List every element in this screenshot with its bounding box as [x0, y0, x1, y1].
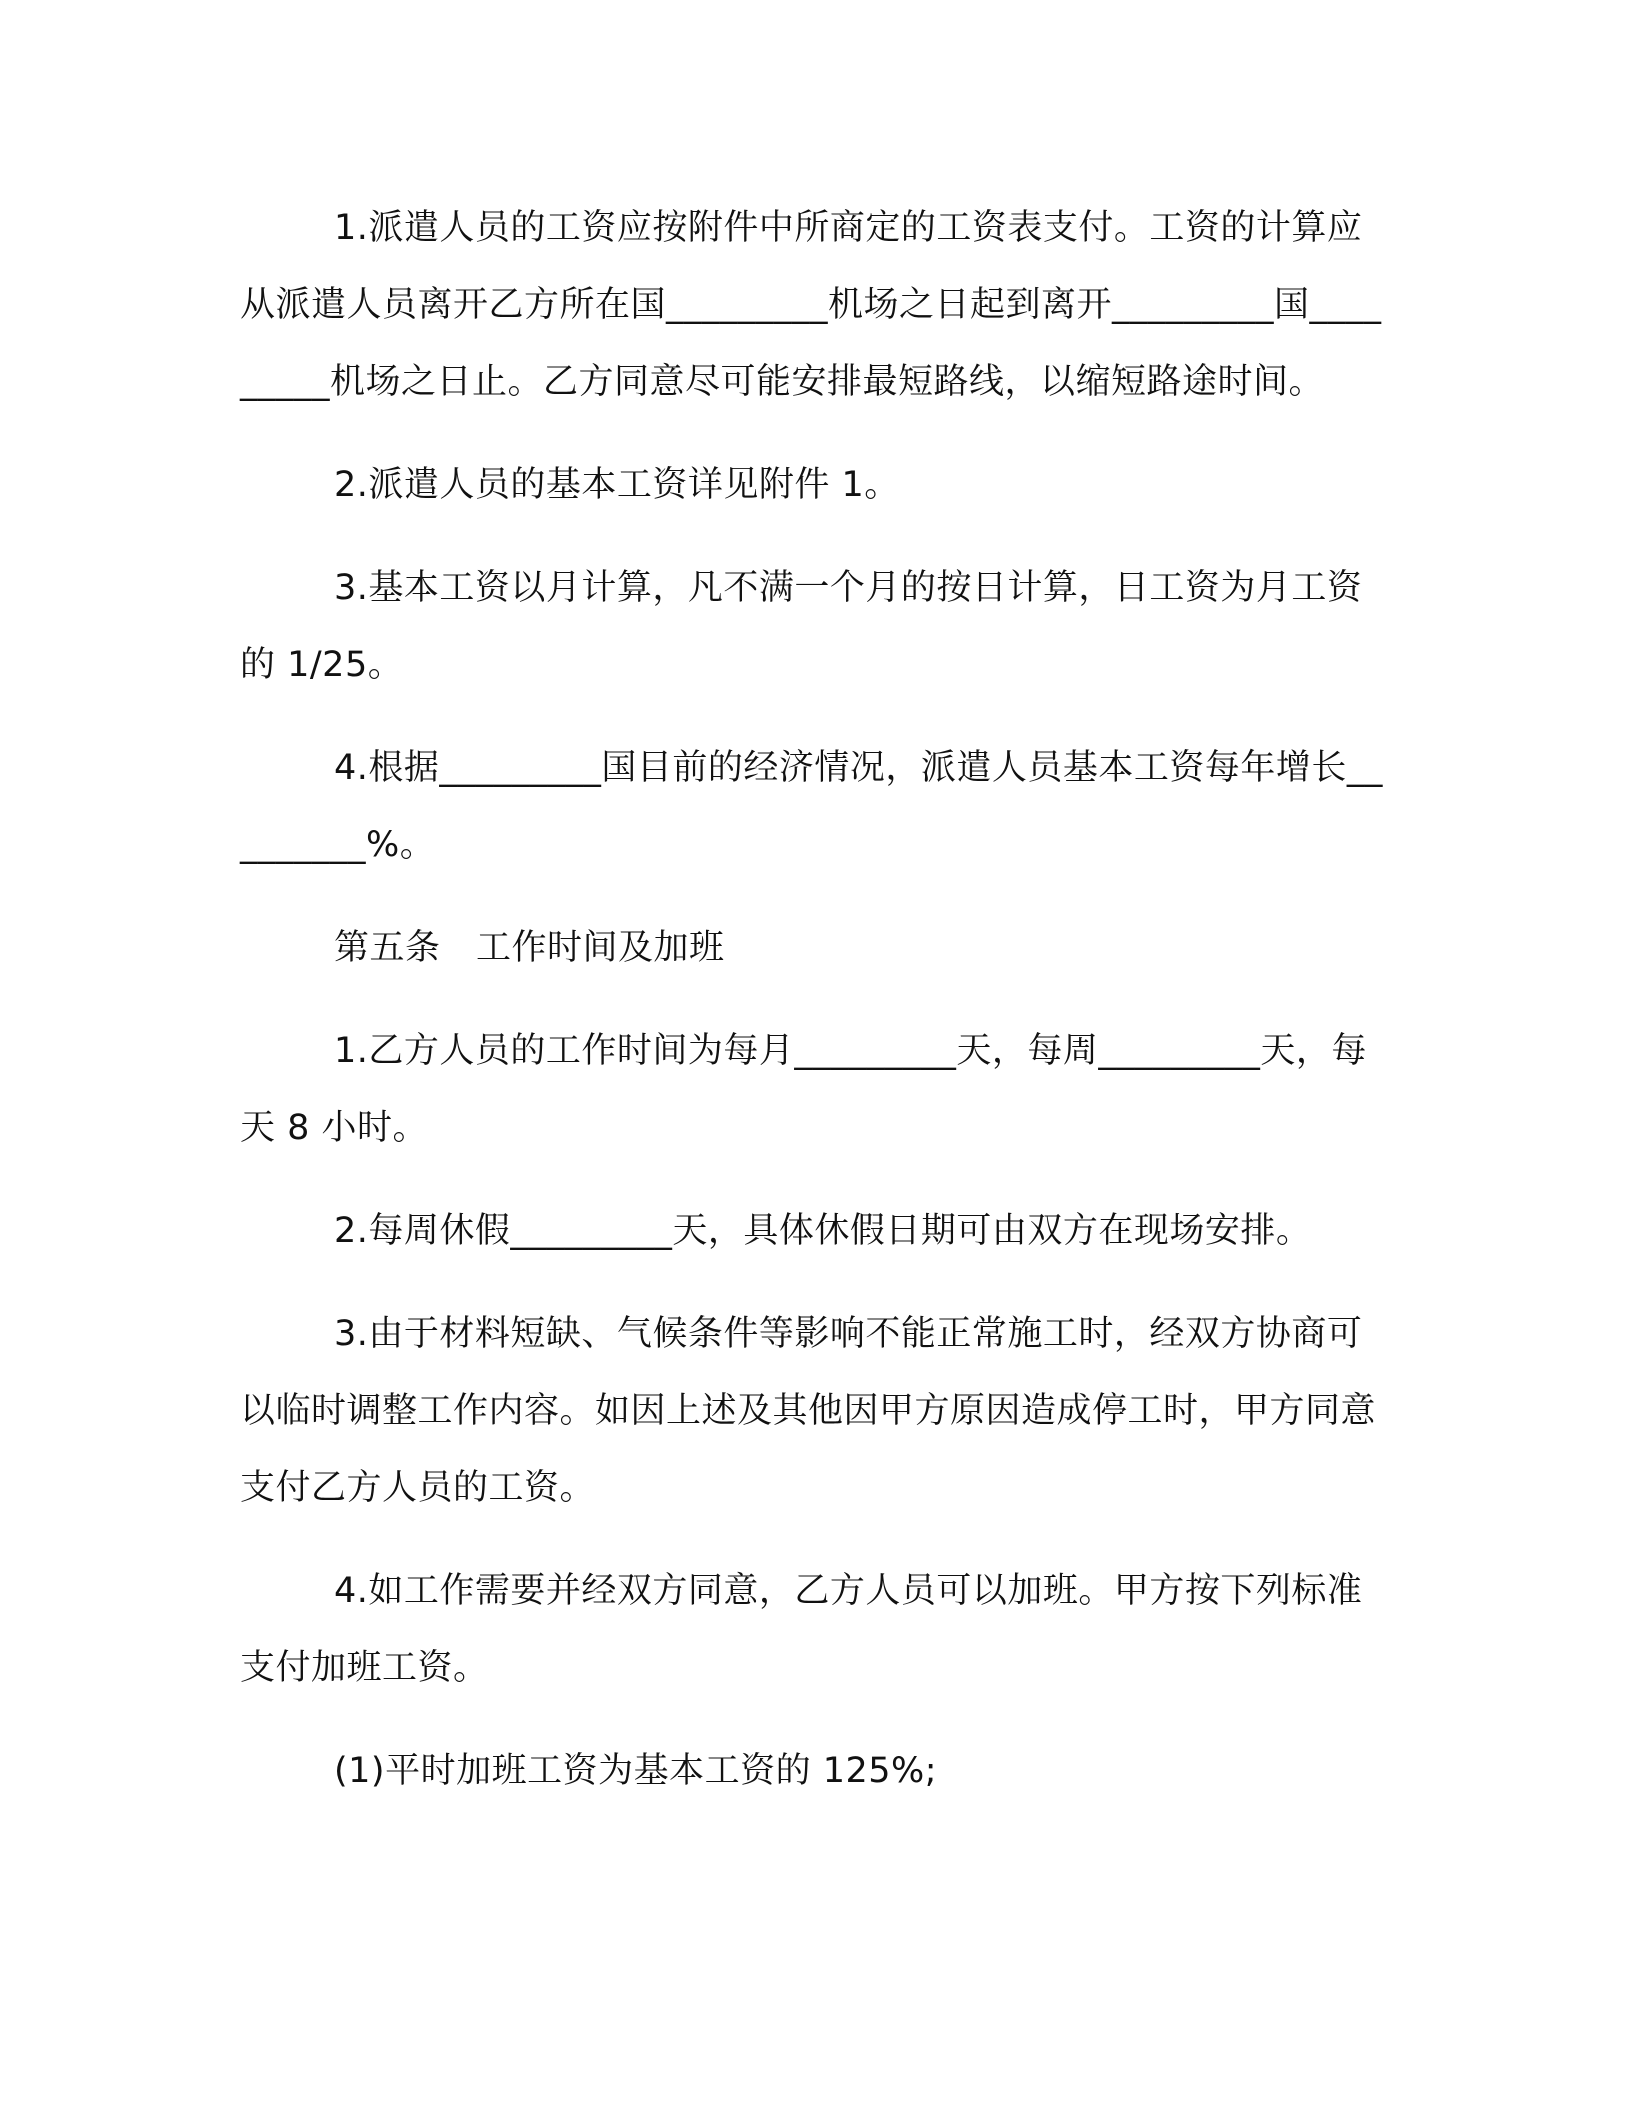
paragraph-wage-calculation: 1.派遣人员的工资应按附件中所商定的工资表支付。工资的计算应从派遣人员离开乙方所在国_________机场之日起到离开_________国_________机场之日止。乙方同意尽可能安排最短路线，以缩短路途时间。 [240, 208, 1382, 402]
section-heading-article-5: 第五条 工作时间及加班 [334, 928, 725, 968]
paragraph-wage-increase: 4.根据_________国目前的经济情况，派遣人员基本工资每年增长_________%。 [240, 748, 1383, 865]
paragraph-basic-wage: 2.派遣人员的基本工资详见附件 1。 [334, 465, 900, 505]
paragraph-weekly-leave: 2.每周休假_________天，具体休假日期可由双方在现场安排。 [334, 1211, 1312, 1251]
paragraph-work-stoppage: 3.由于材料短缺、气候条件等影响不能正常施工时，经双方协商可以临时调整工作内容。如因上述及其他因甲方原因造成停工时，甲方同意支付乙方人员的工资。 [240, 1314, 1377, 1508]
paragraph-overtime-rate: (1)平时加班工资为基本工资的 125%; [334, 1751, 938, 1791]
paragraph-monthly-wage: 3.基本工资以月计算，凡不满一个月的按日计算，日工资为月工资的 1/25。 [240, 568, 1363, 685]
paragraph-working-hours: 1.乙方人员的工作时间为每月_________天，每周_________天，每天 8 小时。 [240, 1031, 1367, 1148]
document-page [240, 190, 1390, 1836]
paragraph-overtime: 4.如工作需要并经双方同意，乙方人员可以加班。甲方按下列标准支付加班工资。 [240, 1571, 1363, 1688]
